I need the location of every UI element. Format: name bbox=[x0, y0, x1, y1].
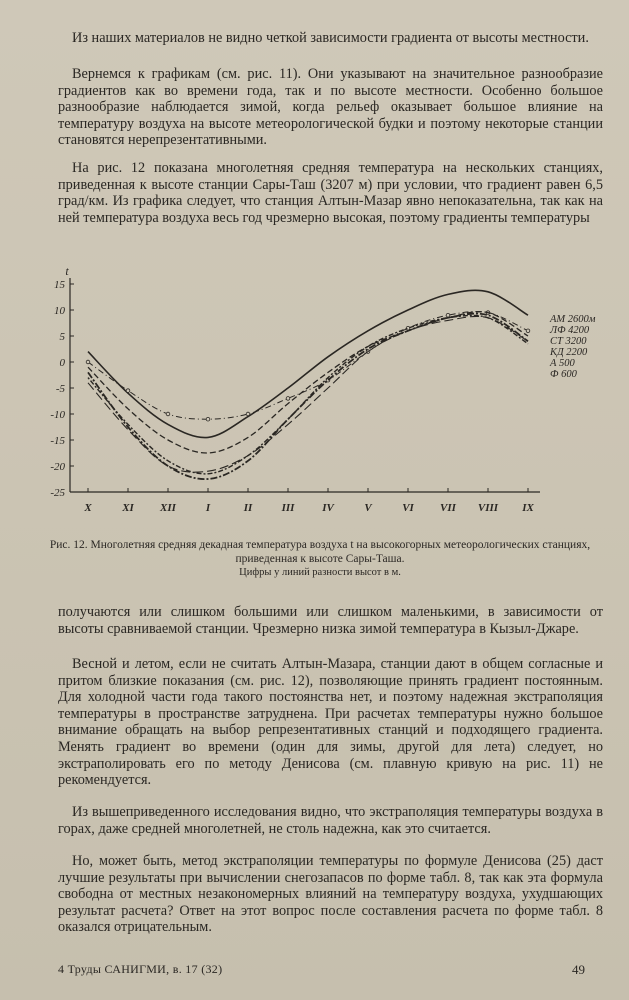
chart-legend bbox=[549, 314, 596, 380]
x-tick-label: II bbox=[243, 502, 253, 514]
legend-entry: А 500 bbox=[550, 358, 575, 369]
y-tick-label: -20 bbox=[50, 461, 65, 473]
legend-entry: АМ 2600м bbox=[550, 314, 596, 325]
y-tick-label: 10 bbox=[54, 305, 65, 317]
paragraph: Весной и летом, если не считать Алтын-Мазара, станции дают в общем согласные и притом близкие показания (см. рис. 12), позволяющие принять градиент постоянным. Для холодной части года такого постоянства нет, и поэтому надежная экстраполяция температуры в пространстве затруднена. При расчетах температуры нужно большое внимание обращать на выбор репрезентативных станций и подходящего градиента. Менять градиент во времени (один для зимы, другой для лета) следует, но экстраполировать его по методу Денисова (см. плавную кривую на рис. 11) не рекомендуется. bbox=[58, 656, 603, 789]
figure-caption-note: Цифры у линий разности высот в м. bbox=[239, 567, 401, 578]
series-marker bbox=[166, 412, 170, 416]
paragraph: На рис. 12 показана многолетняя средняя температура на нескольких станциях, приведенная к высоте станции Сары-Таш (3207 м) при условии, что градиент равен 6,5 град/км. Из графика следует, что станция Алтын-Мазар явно непоказательна, так как на ней температура воздуха весь год чрезмерно высокая, поэтому градиенты температуры bbox=[58, 160, 603, 226]
paragraph: Но, может быть, метод экстраполяции температуры по формуле Денисова (25) даст лучшие результаты при вычислении снегозапасов по форме табл. 8, так как эта формула свободна от местных незакономерных влияний на температуру воздуха, ухудшающих результат расчета? Ответ на этот вопрос после составления расчета по форме табл. 8 оказался отрицательным. bbox=[58, 853, 603, 936]
y-tick-label: -5 bbox=[55, 383, 65, 395]
series-marker bbox=[206, 417, 210, 421]
series-line bbox=[88, 312, 528, 453]
y-axis-label: t bbox=[65, 264, 69, 278]
footer-journal: 4 Труды САНИГМИ, в. 17 (32) bbox=[58, 962, 223, 976]
paragraph: Из наших материалов не видно четкой зависимости градиента от высоты местности. bbox=[72, 30, 589, 46]
legend-entry: КД 2200 bbox=[550, 347, 588, 358]
y-tick-label: 15 bbox=[54, 279, 65, 291]
figure-caption: Рис. 12. Многолетняя средняя декадная температура воздуха t на высокогорных метеорологических станциях, приведенная к высоте Сары-Таша. bbox=[49, 539, 591, 565]
series-marker bbox=[526, 329, 530, 333]
legend-entry: Ф 600 bbox=[550, 369, 577, 380]
x-tick-label: VIII bbox=[477, 502, 499, 514]
page-number: 49 bbox=[572, 962, 585, 977]
series-line bbox=[88, 290, 528, 437]
series-marker bbox=[446, 313, 450, 317]
series-line bbox=[88, 316, 528, 472]
series-marker bbox=[86, 360, 90, 364]
x-tick-label: V bbox=[364, 502, 372, 514]
paragraph: получаются или слишком большими или слишком маленькими, в зависимости от высоты сравниваемой станции. Чрезмерно низка зимой температура в Кызыл-Джаре. bbox=[58, 604, 603, 637]
series-marker bbox=[246, 412, 250, 416]
x-tick-label: IX bbox=[522, 502, 534, 514]
x-tick-label: VI bbox=[402, 502, 414, 514]
legend-entry: СТ 3200 bbox=[550, 336, 587, 347]
x-tick-label: XII bbox=[160, 502, 176, 514]
series-line bbox=[88, 315, 528, 473]
x-tick-label: IV bbox=[322, 502, 334, 514]
legend-entry: ЛФ 4200 bbox=[550, 325, 590, 336]
y-tick-label: -25 bbox=[50, 487, 65, 499]
y-tick-label: 5 bbox=[59, 331, 65, 343]
series-line bbox=[88, 312, 528, 420]
paragraph: Вернемся к графикам (см. рис. 11). Они указывают на значительное разнообразие градиентов как во времени года, так и по высоте местности. Особенно большое разнообразие наблюдается зимой, когда рельеф оказывает большое влияние на температуру воздуха на высоте метеорологической будки и поэтому некоторые станции становятся нерепрезентативными. bbox=[58, 66, 603, 149]
series-marker bbox=[126, 389, 130, 393]
x-tick-label: III bbox=[281, 502, 295, 514]
y-tick-label: -15 bbox=[50, 435, 65, 447]
x-tick-label: XI bbox=[122, 502, 134, 514]
y-tick-label: 0 bbox=[59, 357, 65, 369]
x-tick-label: X bbox=[84, 502, 92, 514]
x-tick-label: VII bbox=[440, 502, 456, 514]
paragraph: Из вышеприведенного исследования видно, что экстраполяция температуры воздуха в горах, даже средней многолетней, не столь надежна, как это считается. bbox=[58, 804, 603, 837]
temperature-chart bbox=[30, 262, 610, 532]
chart-series bbox=[86, 290, 530, 479]
series-line bbox=[88, 314, 528, 480]
y-tick-label: -10 bbox=[50, 409, 65, 421]
x-tick-label: I bbox=[205, 502, 211, 514]
series-marker bbox=[286, 397, 290, 401]
